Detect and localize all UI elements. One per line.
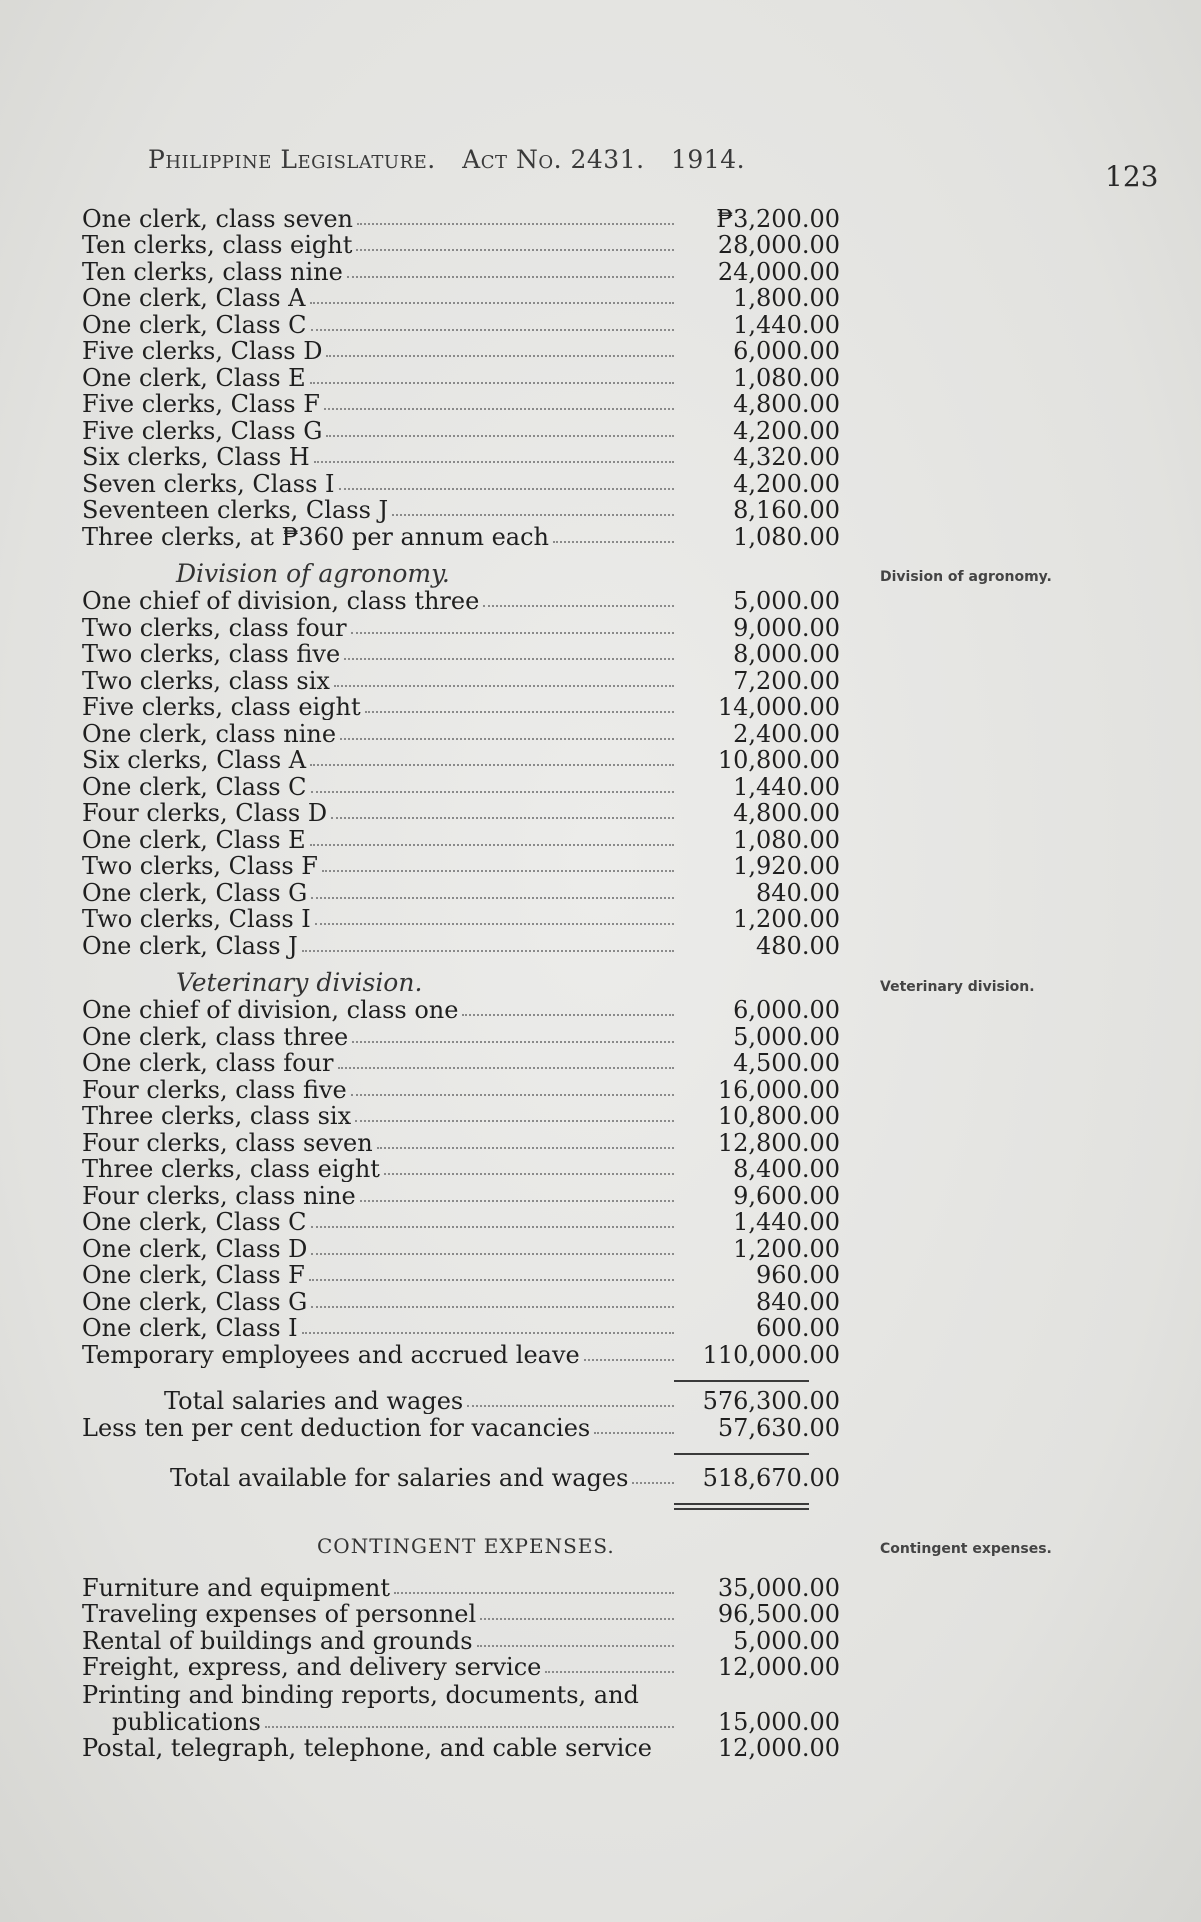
leader-dots	[326, 435, 674, 437]
line-item-row	[82, 932, 852, 959]
line-item-label: One clerk, Class G	[82, 879, 308, 906]
leader-dots	[309, 1279, 674, 1281]
appropriations-table	[82, 205, 852, 1761]
line-item-row	[82, 232, 852, 259]
line-item-amount: 2,400.00	[733, 719, 840, 748]
line-item-amount: 4,800.00	[733, 799, 840, 827]
leader-dots	[326, 355, 674, 357]
line-item-row	[82, 826, 852, 853]
line-item-row	[82, 641, 852, 668]
line-item-amount: 35,000.00	[717, 1573, 840, 1602]
running-header	[148, 145, 763, 174]
line-item-row	[82, 747, 852, 774]
total-available-label: Total available for salaries and wages	[170, 1465, 629, 1491]
line-item-amount: 14,000.00	[717, 693, 840, 721]
page-number: 123	[1105, 160, 1159, 193]
line-item-row	[82, 1129, 852, 1156]
line-item-amount: 24,000.00	[717, 257, 840, 286]
total-available-row	[82, 1465, 852, 1492]
margin-note-contingent: Contingent expenses.	[880, 1541, 1052, 1557]
line-item-label: Two clerks, Class I	[82, 906, 311, 932]
leader-dots	[322, 870, 674, 872]
line-item-row	[82, 1050, 852, 1077]
printing-amount: 15,000.00	[717, 1707, 840, 1736]
leader-dots	[480, 1618, 674, 1620]
line-item-label: One clerk, Class E	[82, 826, 306, 853]
line-item-amount: 4,320.00	[733, 443, 840, 471]
line-item-amount: 480.00	[756, 931, 840, 960]
line-item-label: Six clerks, Class A	[82, 747, 307, 773]
line-item-label: Two clerks, class four	[82, 614, 347, 641]
line-item-label: Ten clerks, class eight	[82, 232, 353, 258]
leader-dots	[311, 329, 674, 331]
leader-dots	[356, 249, 674, 251]
line-item-amount: 6,000.00	[733, 996, 840, 1024]
leader-dots	[340, 738, 674, 740]
postal-label: Postal, telegraph, telephone, and cable service	[82, 1735, 652, 1761]
leader-dots	[384, 1173, 674, 1175]
leader-dots	[314, 461, 674, 463]
printing-row-line2	[82, 1708, 852, 1735]
line-item-amount: 9,000.00	[733, 613, 840, 642]
line-item-row	[82, 853, 852, 880]
leader-dots	[324, 408, 674, 410]
line-item-label: One clerk, Class A	[82, 285, 306, 311]
less-deduction-amount: 57,630.00	[717, 1413, 840, 1442]
total-salaries-amount: 576,300.00	[702, 1387, 840, 1415]
line-item-label: One clerk, class seven	[82, 205, 353, 232]
line-item-row	[82, 720, 852, 747]
line-item-row	[82, 1262, 852, 1289]
line-item-label: Five clerks, Class G	[82, 417, 323, 444]
leader-dots	[594, 1432, 674, 1434]
line-item-amount: 10,800.00	[717, 1102, 840, 1130]
leader-dots	[311, 791, 674, 793]
total-salaries-label: Total salaries and wages	[164, 1388, 464, 1414]
line-item-label: Four clerks, class nine	[82, 1182, 356, 1209]
line-item-label: Two clerks, class six	[82, 667, 330, 694]
line-item-amount: 600.00	[756, 1314, 840, 1342]
line-item-label: One clerk, Class C	[82, 311, 307, 338]
line-item-label: One clerk, Class D	[82, 1235, 308, 1262]
leader-dots	[311, 1226, 674, 1228]
leader-dots	[360, 1200, 674, 1202]
line-item-amount: 12,800.00	[717, 1128, 840, 1157]
line-item-row	[82, 1288, 852, 1315]
leader-dots	[265, 1726, 674, 1728]
line-item-amount: ₱3,200.00	[716, 204, 840, 233]
leader-dots	[477, 1645, 674, 1647]
margin-note-veterinary: Veterinary division.	[880, 979, 1035, 995]
line-item-amount: 5,000.00	[733, 587, 840, 615]
leader-dots	[394, 1592, 674, 1594]
postal-amount: 12,000.00	[717, 1734, 840, 1762]
leader-dots	[310, 844, 674, 846]
leader-dots	[357, 223, 674, 225]
line-item-label: One clerk, Class C	[82, 773, 307, 800]
line-item-label: Five clerks, Class F	[82, 391, 320, 417]
line-item-label: Three clerks, at ₱360 per annum each	[82, 523, 549, 550]
line-item-label: One chief of division, class three	[82, 588, 480, 614]
line-item-row	[82, 1627, 852, 1654]
line-item-label: One clerk, Class F	[82, 1262, 305, 1288]
line-item-row	[82, 1156, 852, 1183]
contingent-section	[82, 1574, 852, 1680]
line-item-amount: 8,160.00	[733, 496, 840, 524]
line-item-row	[82, 1341, 852, 1368]
line-item-amount: 8,400.00	[733, 1155, 840, 1183]
line-item-label: One clerk, Class I	[82, 1315, 298, 1341]
line-item-row	[82, 694, 852, 721]
clerks-section	[82, 205, 852, 550]
line-item-amount: 1,440.00	[733, 772, 840, 801]
leader-dots	[553, 541, 674, 543]
line-item-label: Temporary employees and accrued leave	[82, 1341, 580, 1368]
margin-note-agronomy: Division of agronomy.	[880, 569, 1052, 585]
line-item-label: Furniture and equipment	[82, 1574, 391, 1601]
line-item-label: Rental of buildings and grounds	[82, 1627, 473, 1654]
leader-dots	[302, 950, 674, 952]
leader-dots	[311, 1306, 674, 1308]
less-deduction-row	[82, 1414, 852, 1441]
line-item-row	[82, 773, 852, 800]
line-item-row	[82, 523, 852, 550]
leader-dots	[344, 658, 674, 660]
leader-dots	[311, 1253, 674, 1255]
leader-dots	[315, 923, 674, 925]
line-item-amount: 28,000.00	[717, 231, 840, 259]
line-item-label: One clerk, class three	[82, 1023, 349, 1050]
line-item-row	[82, 614, 852, 641]
line-item-row	[82, 1654, 852, 1681]
agronomy-heading: Division of agronomy.	[176, 558, 450, 588]
leader-dots	[365, 711, 674, 713]
line-item-row	[82, 588, 852, 615]
line-item-row	[82, 417, 852, 444]
line-item-row	[82, 1209, 852, 1236]
header-legislature: Philippine Legislature.	[148, 145, 436, 174]
leader-dots	[310, 302, 675, 304]
line-item-label: Five clerks, class eight	[82, 694, 361, 720]
line-item-label: Four clerks, class five	[82, 1076, 347, 1103]
line-item-row	[82, 285, 852, 312]
leader-dots	[302, 1332, 674, 1334]
line-item-amount: 8,000.00	[733, 640, 840, 668]
line-item-row	[82, 311, 852, 338]
leader-dots	[334, 685, 674, 687]
line-item-amount: 1,440.00	[733, 310, 840, 339]
line-item-row	[82, 205, 852, 232]
total-available-amount: 518,670.00	[702, 1464, 840, 1492]
line-item-amount: 1,200.00	[733, 1234, 840, 1263]
line-item-label: Four clerks, Class D	[82, 800, 328, 826]
postal-row	[82, 1735, 852, 1762]
line-item-amount: 1,200.00	[733, 905, 840, 933]
line-item-row	[82, 1182, 852, 1209]
line-item-amount: 7,200.00	[733, 666, 840, 695]
line-item-label: Traveling expenses of personnel	[82, 1601, 477, 1627]
line-item-row	[82, 1076, 852, 1103]
line-item-amount: 1,080.00	[733, 825, 840, 854]
leader-dots	[352, 1041, 674, 1043]
line-item-label: Seventeen clerks, Class J	[82, 497, 389, 523]
line-item-row	[82, 497, 852, 524]
printing-label-line2: publications	[112, 1708, 261, 1735]
line-item-row	[82, 1601, 852, 1628]
line-item-row	[82, 800, 852, 827]
line-item-amount: 96,500.00	[717, 1600, 840, 1628]
leader-dots	[632, 1482, 674, 1484]
line-item-amount: 1,920.00	[733, 852, 840, 880]
line-item-amount: 1,800.00	[733, 284, 840, 312]
leader-dots	[462, 1014, 674, 1016]
leader-dots	[467, 1405, 674, 1407]
leader-dots	[311, 897, 674, 899]
line-item-label: Two clerks, class five	[82, 641, 341, 667]
line-item-label: Three clerks, class eight	[82, 1156, 380, 1182]
line-item-row	[82, 258, 852, 285]
leader-dots	[377, 1147, 674, 1149]
leader-dots	[339, 488, 675, 490]
leader-dots	[310, 382, 674, 384]
line-item-label: One clerk, class nine	[82, 720, 337, 747]
contingent-heading: CONTINGENT EXPENSES.	[317, 1534, 615, 1558]
line-item-amount: 9,600.00	[733, 1181, 840, 1210]
line-item-amount: 4,500.00	[733, 1049, 840, 1077]
line-item-amount: 4,200.00	[733, 469, 840, 498]
line-item-row	[82, 364, 852, 391]
line-item-amount: 5,000.00	[733, 1626, 840, 1655]
line-item-row	[82, 1103, 852, 1130]
line-item-label: One clerk, Class C	[82, 1209, 307, 1235]
line-item-amount: 6,000.00	[733, 337, 840, 365]
leader-dots	[392, 514, 674, 516]
leader-dots	[545, 1671, 674, 1673]
line-item-amount: 4,200.00	[733, 416, 840, 445]
line-item-amount: 4,800.00	[733, 390, 840, 418]
line-item-amount: 12,000.00	[717, 1653, 840, 1681]
line-item-label: Four clerks, class seven	[82, 1129, 373, 1156]
printing-row-line1	[82, 1680, 852, 1708]
line-item-row	[82, 444, 852, 471]
line-item-label: Three clerks, class six	[82, 1103, 352, 1129]
leader-dots	[347, 276, 674, 278]
leader-dots	[338, 1067, 674, 1069]
line-item-label: Six clerks, Class H	[82, 444, 310, 470]
line-item-amount: 1,440.00	[733, 1208, 840, 1236]
leader-dots	[351, 632, 674, 634]
line-item-row	[82, 391, 852, 418]
total-salaries-row	[82, 1388, 852, 1415]
header-year: 1914.	[671, 145, 746, 174]
line-item-amount: 840.00	[756, 878, 840, 907]
line-item-amount: 16,000.00	[717, 1075, 840, 1104]
line-item-label: One clerk, Class G	[82, 1288, 308, 1315]
line-item-amount: 5,000.00	[733, 1022, 840, 1051]
line-item-row	[82, 997, 852, 1024]
line-item-row	[82, 470, 852, 497]
line-item-row	[82, 1235, 852, 1262]
line-item-label: One clerk, class four	[82, 1050, 334, 1076]
line-item-amount: 1,080.00	[733, 363, 840, 392]
printing-label-line1: Printing and binding reports, documents, and	[82, 1682, 639, 1708]
line-item-label: Five clerks, Class D	[82, 338, 323, 364]
line-item-label: Seven clerks, Class I	[82, 470, 335, 497]
veterinary-section	[82, 997, 852, 1368]
line-item-label: One chief of division, class one	[82, 997, 459, 1023]
line-item-row	[82, 1315, 852, 1342]
leader-dots	[584, 1359, 674, 1361]
leader-dots	[351, 1094, 674, 1096]
line-item-row	[82, 1574, 852, 1601]
line-item-label: One clerk, Class J	[82, 932, 298, 959]
line-item-amount: 110,000.00	[702, 1340, 840, 1369]
header-act: Act No. 2431.	[462, 145, 645, 174]
less-deduction-label: Less ten per cent deduction for vacancies	[82, 1414, 591, 1441]
line-item-amount: 10,800.00	[717, 746, 840, 774]
leader-dots	[331, 817, 674, 819]
line-item-row	[82, 906, 852, 933]
line-item-label: Two clerks, Class F	[82, 853, 318, 879]
final-double-rule	[674, 1503, 809, 1510]
line-item-amount: 840.00	[756, 1287, 840, 1316]
line-item-label: Freight, express, and delivery service	[82, 1654, 542, 1680]
line-item-row	[82, 667, 852, 694]
line-item-label: One clerk, Class E	[82, 364, 306, 391]
line-item-amount: 960.00	[756, 1261, 840, 1289]
agronomy-section	[82, 588, 852, 959]
line-item-row	[82, 1023, 852, 1050]
line-item-row	[82, 338, 852, 365]
line-item-amount: 1,080.00	[733, 522, 840, 551]
line-item-row	[82, 879, 852, 906]
veterinary-heading: Veterinary division.	[176, 967, 423, 997]
leader-dots	[355, 1120, 674, 1122]
line-item-label: Ten clerks, class nine	[82, 258, 343, 285]
leader-dots	[483, 605, 674, 607]
leader-dots	[310, 764, 674, 766]
